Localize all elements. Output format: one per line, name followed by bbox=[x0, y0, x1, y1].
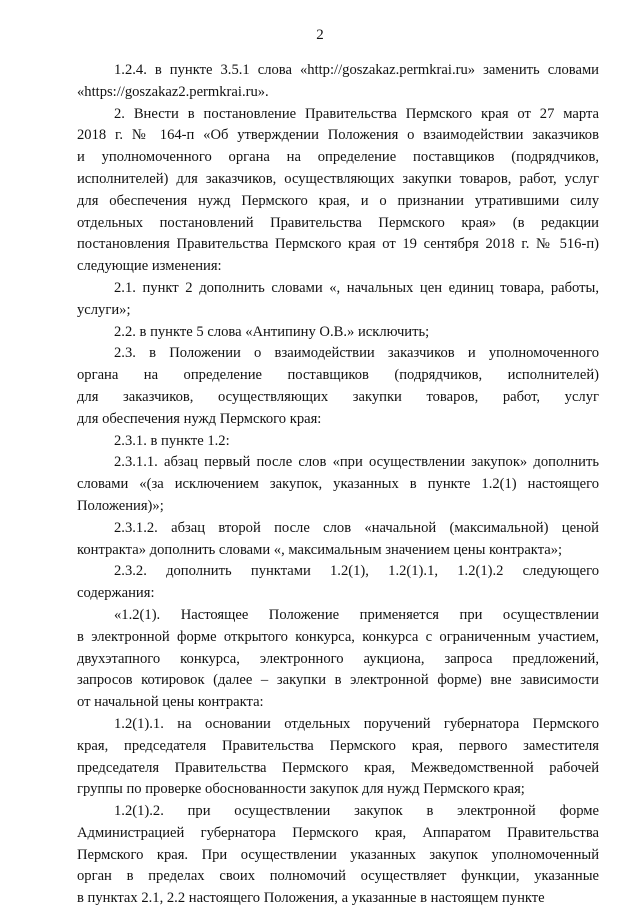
paragraph-p11 bbox=[77, 714, 599, 801]
text-line: 2.1. пункт 2 дополнить словами «, начальных цен единиц товара, работы, bbox=[114, 279, 599, 296]
text-line: двухэтапного конкурса, электронного аукциона, запроса предложений, bbox=[77, 650, 599, 667]
text-line: Пермского края. При осуществлении указанных закупок уполномоченный bbox=[77, 846, 599, 863]
text-line: для обеспечения нужд Пермского края: bbox=[77, 410, 322, 427]
text-line: 2.3.1. в пункте 1.2: bbox=[114, 432, 230, 449]
text-line: 2.3.2. дополнить пунктами 1.2(1), 1.2(1).1, 1.2(1).2 следующего bbox=[114, 563, 599, 580]
text-line: в пунктах 2.1, 2.2 настоящего Положения, а указанные в настоящем пункте bbox=[77, 890, 545, 907]
text-line: 2018 г. № 164-п «Об утверждении Положения о взаимодействии заказчиков bbox=[77, 127, 599, 144]
text-line: от начальной цены контракта: bbox=[77, 694, 264, 711]
text-line: в электронной форме открытого конкурса, конкурса с ограниченным участием, bbox=[77, 628, 599, 645]
text-line: 2.3. в Положении о взаимодействии заказчиков и уполномоченного bbox=[114, 345, 599, 362]
paragraph-p3 bbox=[77, 278, 599, 322]
paragraph-p9 bbox=[77, 561, 599, 605]
paragraph-p12 bbox=[77, 801, 599, 910]
document-body bbox=[77, 60, 599, 910]
text-line: 2.2. в пункте 5 слова «Антипину О.В.» исключить; bbox=[114, 323, 430, 340]
text-line: 1.2(1).2. при осуществлении закупок в электронной форме bbox=[114, 803, 599, 820]
text-line: и уполномоченного органа на определение поставщиков (подрядчиков, bbox=[77, 149, 599, 166]
text-line: исполнителей) для заказчиков, осуществляющих закупки товаров, работ, услуг bbox=[77, 170, 599, 187]
text-line: 1.2.4. в пункте 3.5.1 слова «http://goszakaz.permkrai.ru» заменить словами bbox=[114, 62, 599, 78]
page-number: 2 bbox=[316, 27, 324, 43]
text-line: Администрацией губернатора Пермского края, Аппаратом Правительства bbox=[77, 824, 599, 841]
paragraph-p8 bbox=[77, 518, 599, 562]
paragraph-p2 bbox=[77, 104, 599, 278]
text-line: запросов котировок (далее – закупки в электронной форме) вне зависимости bbox=[77, 672, 599, 689]
text-line: 2.3.1.2. абзац второй после слов «начальной (максимальной) ценой bbox=[114, 519, 599, 536]
text-line: орган в пределах своих полномочий осуществляет функции, указанные bbox=[77, 868, 599, 885]
text-line: 2. Внести в постановление Правительства Пермского края от 27 марта bbox=[114, 105, 599, 122]
text-line: содержания: bbox=[77, 585, 155, 602]
text-line: словами «(за исключением закупок, указанных в пункте 1.2(1) настоящего bbox=[77, 476, 599, 493]
text-line: услуги»; bbox=[77, 301, 131, 318]
text-line: края, председателя Правительства Пермского края, первого заместителя bbox=[77, 737, 599, 754]
text-line: для обеспечения нужд Пермского края, и о признании утратившими силу bbox=[77, 192, 599, 209]
text-line: постановления Правительства Пермского края от 19 сентября 2018 г. № 516-п) bbox=[77, 236, 599, 253]
text-line: 2.3.1.1. абзац первый после слов «при осуществлении закупок» дополнить bbox=[114, 454, 599, 471]
paragraph-p5 bbox=[77, 343, 599, 430]
text-line: органа на определение поставщиков (подрядчиков, исполнителей) bbox=[77, 367, 599, 384]
text-line: Положения)»; bbox=[77, 497, 164, 514]
text-line: председателя Правительства Пермского края, Межведомственной рабочей bbox=[77, 759, 599, 776]
text-line: следующие изменения: bbox=[77, 258, 222, 275]
paragraph-p4 bbox=[77, 322, 599, 344]
text-line: «1.2(1). Настоящее Положение применяется при осуществлении bbox=[114, 606, 599, 623]
text-line: контракта» дополнить словами «, максимальным значением цены контракта»; bbox=[77, 541, 563, 558]
paragraph-p7 bbox=[77, 452, 599, 517]
paragraph-p1 bbox=[77, 60, 599, 104]
paragraph-p10 bbox=[77, 605, 599, 714]
text-line: группы по проверке обоснованности закупок для нужд Пермского края; bbox=[77, 781, 525, 798]
text-line: «https://goszakaz2.permkrai.ru». bbox=[77, 83, 269, 100]
text-line: 1.2(1).1. на основании отдельных поручений губернатора Пермского bbox=[114, 715, 599, 732]
text-line: отдельных постановлений Правительства Пермского края» (в редакции bbox=[77, 214, 599, 231]
paragraph-p6 bbox=[77, 431, 599, 453]
text-line: для заказчиков, осуществляющих закупки товаров, работ, услуг bbox=[77, 388, 599, 405]
